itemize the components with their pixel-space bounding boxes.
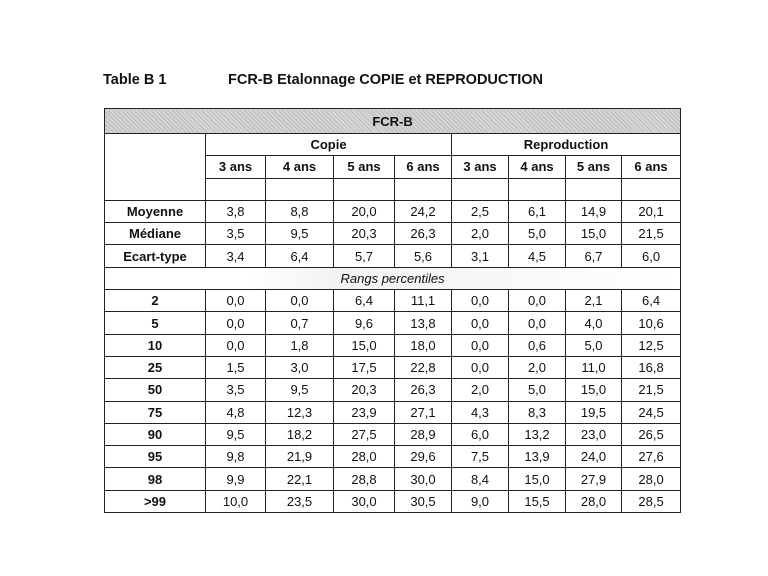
stat-row (105, 223, 681, 245)
value-cell: 22,8 (395, 356, 452, 378)
value-cell: 0,0 (452, 290, 509, 312)
value-cell: 12,5 (622, 334, 681, 356)
value-cell: 4,3 (452, 401, 509, 423)
age-header: 4 ans (266, 156, 334, 178)
value-cell: 6,4 (266, 245, 334, 267)
value-cell: 11,0 (566, 356, 622, 378)
value-cell: 0,0 (206, 312, 266, 334)
value-cell: 5,7 (334, 245, 395, 267)
spacer-cell (452, 178, 509, 200)
stat-row (105, 200, 681, 222)
value-cell: 27,6 (622, 446, 681, 468)
value-cell: 15,0 (334, 334, 395, 356)
value-cell: 8,4 (452, 468, 509, 490)
value-cell: 0,6 (509, 334, 566, 356)
percentile-row (105, 446, 681, 468)
percentile-row (105, 401, 681, 423)
value-cell: 20,1 (622, 200, 681, 222)
corner-cell (105, 134, 206, 201)
value-cell: 9,6 (334, 312, 395, 334)
value-cell: 28,8 (334, 468, 395, 490)
value-cell: 24,5 (622, 401, 681, 423)
row-label: 95 (105, 446, 206, 468)
age-header: 6 ans (395, 156, 452, 178)
value-cell: 28,0 (566, 490, 622, 512)
row-label: 90 (105, 423, 206, 445)
percentile-row (105, 334, 681, 356)
percentile-row (105, 379, 681, 401)
value-cell: 10,6 (622, 312, 681, 334)
value-cell: 30,0 (395, 468, 452, 490)
row-label: Médiane (105, 223, 206, 245)
value-cell: 22,1 (266, 468, 334, 490)
value-cell: 26,3 (395, 223, 452, 245)
stat-row (105, 245, 681, 267)
percentile-row (105, 423, 681, 445)
spacer-cell (395, 178, 452, 200)
value-cell: 8,8 (266, 200, 334, 222)
age-header: 5 ans (334, 156, 395, 178)
value-cell: 5,0 (509, 379, 566, 401)
value-cell: 18,0 (395, 334, 452, 356)
value-cell: 17,5 (334, 356, 395, 378)
value-cell: 4,8 (206, 401, 266, 423)
value-cell: 0,0 (266, 290, 334, 312)
value-cell: 3,8 (206, 200, 266, 222)
value-cell: 27,9 (566, 468, 622, 490)
spacer-cell (509, 178, 566, 200)
value-cell: 15,0 (566, 223, 622, 245)
value-cell: 3,5 (206, 379, 266, 401)
value-cell: 20,0 (334, 200, 395, 222)
value-cell: 1,8 (266, 334, 334, 356)
row-label: Ecart-type (105, 245, 206, 267)
caption-label: Table B 1 (103, 72, 167, 88)
value-cell: 29,6 (395, 446, 452, 468)
value-cell: 4,5 (509, 245, 566, 267)
value-cell: 3,5 (206, 223, 266, 245)
table-caption (103, 72, 543, 88)
value-cell: 23,5 (266, 490, 334, 512)
spacer-cell (206, 178, 266, 200)
value-cell: 30,0 (334, 490, 395, 512)
value-cell: 21,5 (622, 379, 681, 401)
value-cell: 19,5 (566, 401, 622, 423)
value-cell: 7,5 (452, 446, 509, 468)
value-cell: 6,1 (509, 200, 566, 222)
value-cell: 0,0 (509, 312, 566, 334)
value-cell: 30,5 (395, 490, 452, 512)
spacer-cell (334, 178, 395, 200)
value-cell: 26,3 (395, 379, 452, 401)
row-label: Moyenne (105, 200, 206, 222)
value-cell: 21,5 (622, 223, 681, 245)
percentile-row (105, 290, 681, 312)
age-header: 4 ans (509, 156, 566, 178)
value-cell: 5,0 (509, 223, 566, 245)
age-header: 5 ans (566, 156, 622, 178)
value-cell: 6,4 (334, 290, 395, 312)
value-cell: 18,2 (266, 423, 334, 445)
row-label: >99 (105, 490, 206, 512)
value-cell: 0,0 (452, 334, 509, 356)
value-cell: 5,0 (566, 334, 622, 356)
value-cell: 6,0 (622, 245, 681, 267)
value-cell: 2,0 (509, 356, 566, 378)
value-cell: 9,9 (206, 468, 266, 490)
caption-title: FCR-B Etalonnage COPIE et REPRODUCTION (228, 72, 543, 88)
value-cell: 9,5 (266, 223, 334, 245)
value-cell: 2,5 (452, 200, 509, 222)
value-cell: 9,5 (206, 423, 266, 445)
value-cell: 20,3 (334, 223, 395, 245)
value-cell: 8,3 (509, 401, 566, 423)
value-cell: 3,0 (266, 356, 334, 378)
group-header-copie: Copie (206, 134, 452, 156)
value-cell: 0,0 (206, 290, 266, 312)
value-cell: 15,5 (509, 490, 566, 512)
value-cell: 0,0 (452, 312, 509, 334)
value-cell: 2,0 (452, 379, 509, 401)
percentile-row (105, 490, 681, 512)
calibration-table (104, 108, 681, 513)
value-cell: 1,5 (206, 356, 266, 378)
spacer-cell (622, 178, 681, 200)
table-band-title: FCR-B (105, 109, 681, 134)
value-cell: 3,4 (206, 245, 266, 267)
value-cell: 23,0 (566, 423, 622, 445)
value-cell: 6,4 (622, 290, 681, 312)
value-cell: 24,0 (566, 446, 622, 468)
value-cell: 27,5 (334, 423, 395, 445)
row-label: 2 (105, 290, 206, 312)
value-cell: 3,1 (452, 245, 509, 267)
percentile-heading-row (105, 267, 681, 289)
value-cell: 28,0 (622, 468, 681, 490)
value-cell: 0,7 (266, 312, 334, 334)
spacer-cell (566, 178, 622, 200)
value-cell: 26,5 (622, 423, 681, 445)
value-cell: 11,1 (395, 290, 452, 312)
value-cell: 13,8 (395, 312, 452, 334)
row-label: 5 (105, 312, 206, 334)
value-cell: 15,0 (566, 379, 622, 401)
value-cell: 6,0 (452, 423, 509, 445)
value-cell: 2,0 (452, 223, 509, 245)
value-cell: 21,9 (266, 446, 334, 468)
value-cell: 14,9 (566, 200, 622, 222)
spacer-cell (266, 178, 334, 200)
row-label: 98 (105, 468, 206, 490)
value-cell: 28,0 (334, 446, 395, 468)
row-label: 10 (105, 334, 206, 356)
value-cell: 16,8 (622, 356, 681, 378)
value-cell: 20,3 (334, 379, 395, 401)
row-label: 75 (105, 401, 206, 423)
value-cell: 13,9 (509, 446, 566, 468)
value-cell: 5,6 (395, 245, 452, 267)
value-cell: 27,1 (395, 401, 452, 423)
value-cell: 9,0 (452, 490, 509, 512)
value-cell: 0,0 (206, 334, 266, 356)
value-cell: 2,1 (566, 290, 622, 312)
value-cell: 10,0 (206, 490, 266, 512)
percentile-row (105, 356, 681, 378)
percentile-row (105, 468, 681, 490)
value-cell: 0,0 (452, 356, 509, 378)
age-header: 3 ans (206, 156, 266, 178)
value-cell: 6,7 (566, 245, 622, 267)
value-cell: 0,0 (509, 290, 566, 312)
row-label: 50 (105, 379, 206, 401)
row-label: 25 (105, 356, 206, 378)
value-cell: 13,2 (509, 423, 566, 445)
value-cell: 12,3 (266, 401, 334, 423)
value-cell: 15,0 (509, 468, 566, 490)
percentile-heading: Rangs percentiles (105, 267, 681, 289)
value-cell: 23,9 (334, 401, 395, 423)
value-cell: 9,8 (206, 446, 266, 468)
value-cell: 28,5 (622, 490, 681, 512)
value-cell: 4,0 (566, 312, 622, 334)
value-cell: 9,5 (266, 379, 334, 401)
percentile-row (105, 312, 681, 334)
value-cell: 24,2 (395, 200, 452, 222)
value-cell: 28,9 (395, 423, 452, 445)
group-header-reproduction: Reproduction (452, 134, 681, 156)
age-header: 3 ans (452, 156, 509, 178)
age-header: 6 ans (622, 156, 681, 178)
